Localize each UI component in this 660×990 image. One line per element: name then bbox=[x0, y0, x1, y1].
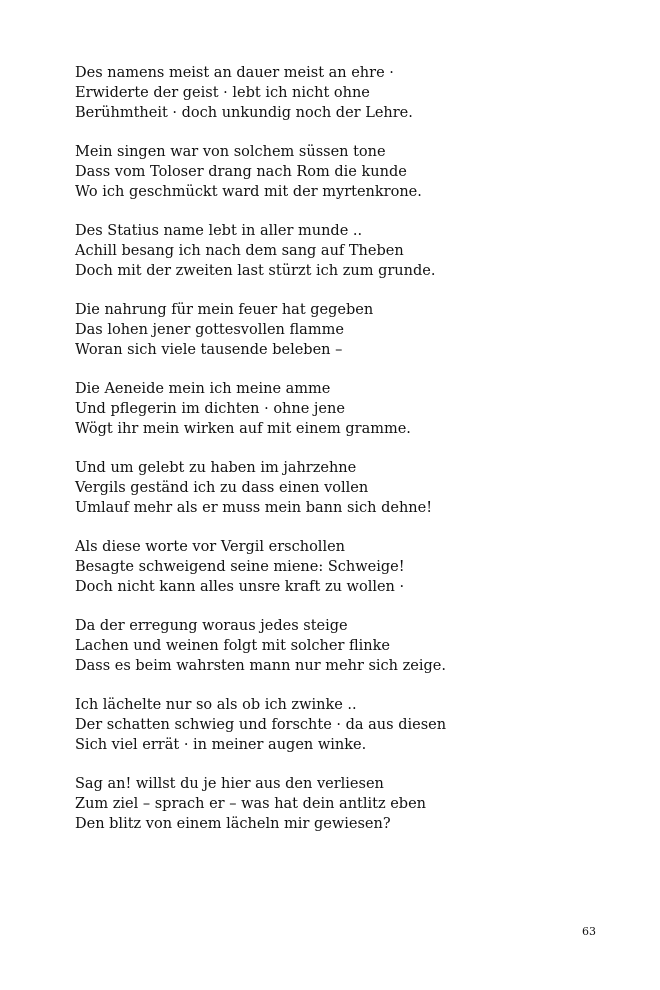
stanza bbox=[75, 379, 615, 439]
verse-line: Dass vom Toloser drang nach Rom die kunde bbox=[75, 164, 407, 180]
verse-line: Die nahrung für mein feuer hat gegeben bbox=[75, 302, 374, 318]
stanza bbox=[75, 63, 615, 123]
verse-line: Und pflegerin im dichten · ohne jene bbox=[75, 401, 345, 417]
stanza bbox=[75, 695, 615, 755]
verse-line: Vergils geständ ich zu dass einen vollen bbox=[75, 480, 369, 496]
stanza bbox=[75, 774, 615, 834]
verse-line: Wo ich geschmückt ward mit der myrtenkrone. bbox=[75, 184, 422, 200]
verse-line: Dass es beim wahrsten mann nur mehr sich zeige. bbox=[75, 658, 446, 674]
verse-line: Besagte schweigend seine miene: Schweige! bbox=[75, 559, 405, 575]
page-number: 63 bbox=[582, 925, 596, 938]
stanza bbox=[75, 300, 615, 360]
stanza bbox=[75, 221, 615, 281]
verse-line: Woran sich viele tausende beleben – bbox=[75, 342, 343, 358]
verse-line: Das lohen jener gottesvollen flamme bbox=[75, 322, 344, 338]
verse-line: Den blitz von einem lächeln mir gewiesen? bbox=[75, 816, 391, 832]
verse-line: Und um gelebt zu haben im jahrzehne bbox=[75, 460, 357, 476]
verse-line: Als diese worte vor Vergil erschollen bbox=[75, 539, 345, 555]
verse-line: Doch nicht kann alles unsre kraft zu wollen · bbox=[75, 579, 405, 595]
stanza bbox=[75, 458, 615, 518]
stanza bbox=[75, 537, 615, 597]
verse-line: Die Aeneide mein ich meine amme bbox=[75, 381, 331, 397]
verse-line: Wögt ihr mein wirken auf mit einem gramme. bbox=[75, 421, 411, 437]
stanza bbox=[75, 142, 615, 202]
verse-line: Der schatten schwieg und forschte · da aus diesen bbox=[75, 717, 447, 733]
verse-line: Mein singen war von solchem süssen tone bbox=[75, 144, 386, 160]
poem-body bbox=[75, 63, 615, 853]
verse-line: Des Statius name lebt in aller munde .. bbox=[75, 223, 363, 239]
verse-line: Berühmtheit · doch unkundig noch der Lehre. bbox=[75, 105, 413, 121]
verse-line: Doch mit der zweiten last stürzt ich zum grunde. bbox=[75, 263, 436, 279]
verse-line: Erwiderte der geist · lebt ich nicht ohne bbox=[75, 85, 370, 101]
verse-line: Da der erregung woraus jedes steige bbox=[75, 618, 348, 634]
verse-line: Sag an! willst du je hier aus den verliesen bbox=[75, 776, 384, 792]
stanza bbox=[75, 616, 615, 676]
verse-line: Lachen und weinen folgt mit solcher flinke bbox=[75, 638, 391, 654]
verse-line: Des namens meist an dauer meist an ehre · bbox=[75, 65, 394, 81]
verse-line: Achill besang ich nach dem sang auf Theben bbox=[75, 243, 404, 259]
verse-line: Ich lächelte nur so als ob ich zwinke .. bbox=[75, 697, 357, 713]
verse-line: Umlauf mehr als er muss mein bann sich dehne! bbox=[75, 500, 433, 516]
verse-line: Zum ziel – sprach er – was hat dein antlitz eben bbox=[75, 796, 427, 812]
verse-line: Sich viel errät · in meiner augen winke. bbox=[75, 737, 367, 753]
